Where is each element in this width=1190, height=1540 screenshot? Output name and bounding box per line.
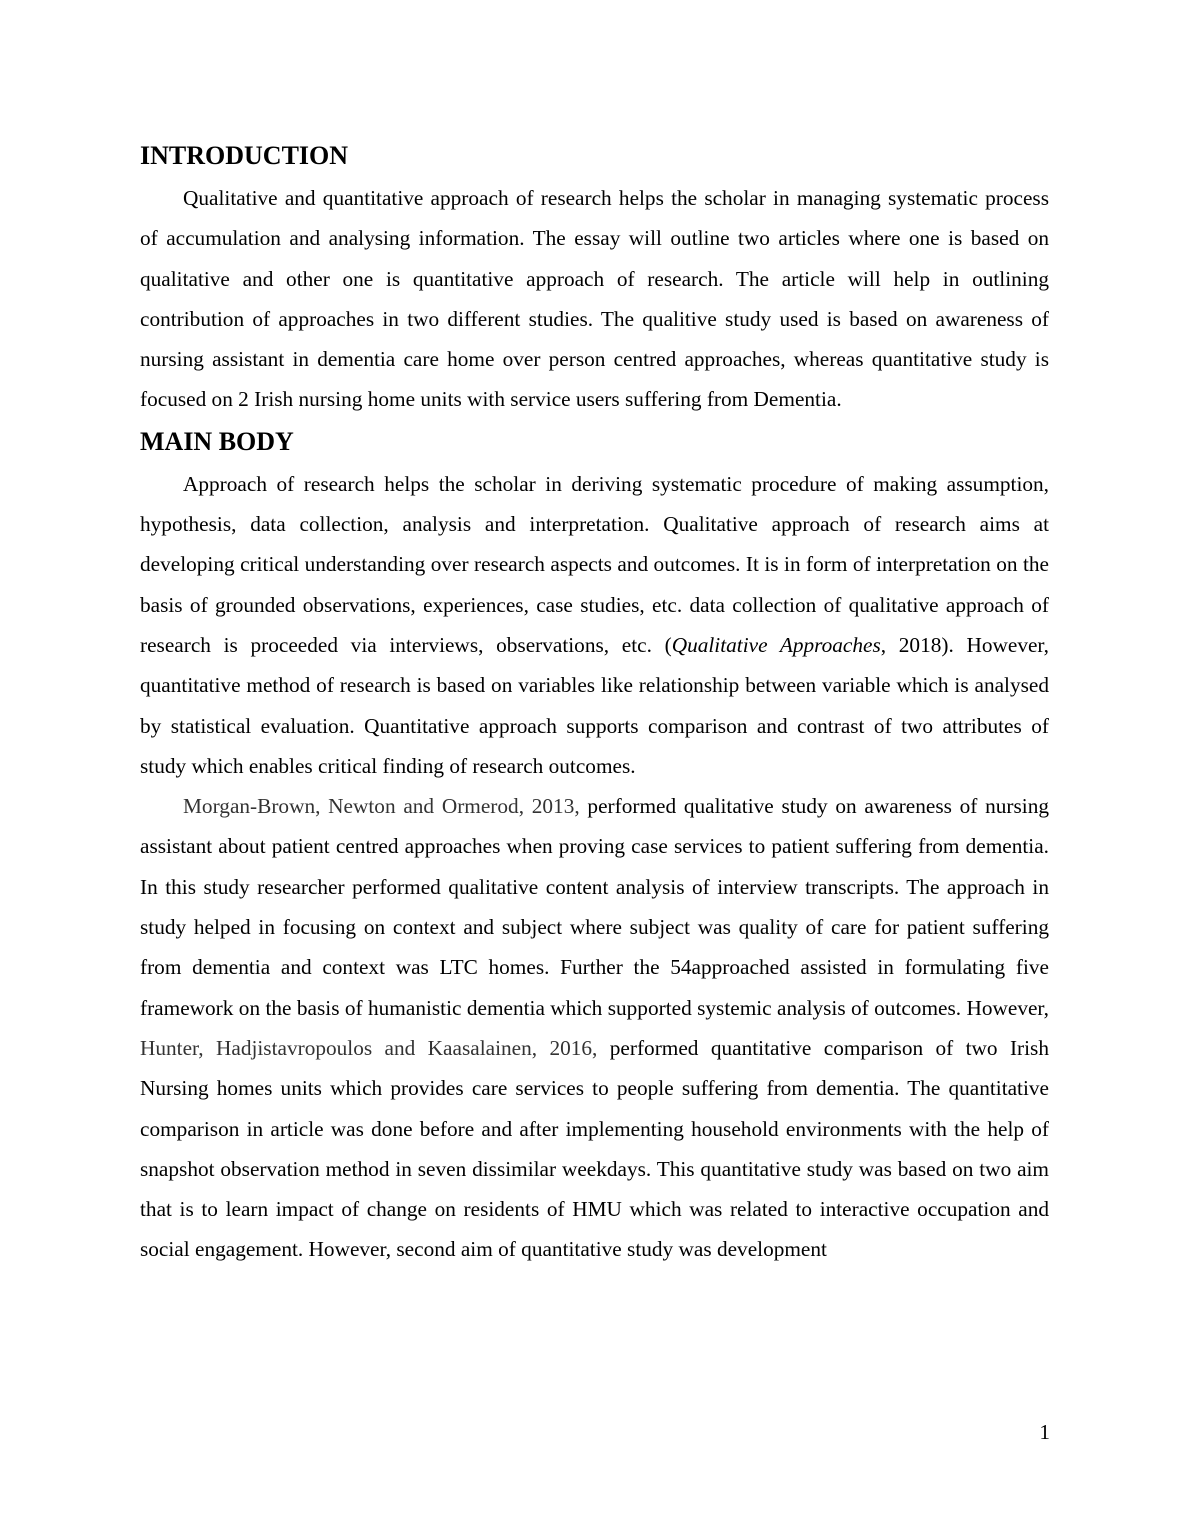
paragraph-text: Approach of research helps the scholar in deriving systematic procedure of making assumption, hypothesis, data collection, analysis and interpretation. Qualitative approach of research aims at developing critical understanding over research aspects and outcomes. It is in form of interpretation on the basis of grounded observations, experiences, case studies, etc. data collection of qualitative approach of research is proceeded via interviews, observations, etc. ( [140,471,1049,657]
paragraph-text: performed quantitative comparison of two Irish Nursing homes units which provides care services to people suffering from dementia. The quantitative comparison in article was done before and after implementing household environments with the help of snapshot observation method in seven dissimilar weekdays. This quantitative study was based on two aim that is to learn impact of change on residents of HMU which was related to interactive occupation and social engagement. However, second aim of quantitative study was development [140,1035,1049,1262]
citation-morgan-brown: Morgan-Brown, Newton and Ormerod, 2013, [183,794,580,819]
heading-introduction: INTRODUCTION [140,141,349,170]
introduction-paragraph: Qualitative and quantitative approach of research helps the scholar in managing systematic process of accumulation and analysing information. The essay will outline two articles where one is based on qualitative and other one is quantitative approach of research. The article will help in outlining contribution of approaches in two different studies. The qualitive study used is based on awareness of nursing assistant in dementia care home over person centred approaches, whereas quantitative study is focused on 2 Irish nursing home units with service users suffering from Dementia. [140,186,1049,412]
page-number: 1 [1039,1420,1050,1444]
paragraph-text: performed qualitative study on awareness of nursing assistant about patient centred approaches when proving case services to patient suffering from dementia. In this study researcher performed qualitative content analysis of interview transcripts. The approach in study helped in focusing on context and subject where subject was quality of care for patient suffering from dementia and context was LTC homes. Further the 54approached assisted in formulating five framework on the basis of humanistic dementia which supported systemic analysis of outcomes. However, [140,794,1050,1020]
main-body-paragraph-1 [140,464,1049,786]
italic-citation-title: Qualitative Approaches [671,632,881,657]
page-content [140,138,1049,1270]
citation-hunter: Hunter, Hadjistavropoulos and Kaasalainen, 2016, [140,1035,598,1060]
paragraph-text: , 2018). However, quantitative method of research is based on variables like relationship between variable which is analysed by statistical evaluation. Quantitative approach supports comparison and contrast of two attributes of study which enables critical finding of research outcomes. [140,632,1049,778]
heading-main-body: MAIN BODY [140,426,294,456]
main-body-paragraph-2 [140,786,1049,1270]
